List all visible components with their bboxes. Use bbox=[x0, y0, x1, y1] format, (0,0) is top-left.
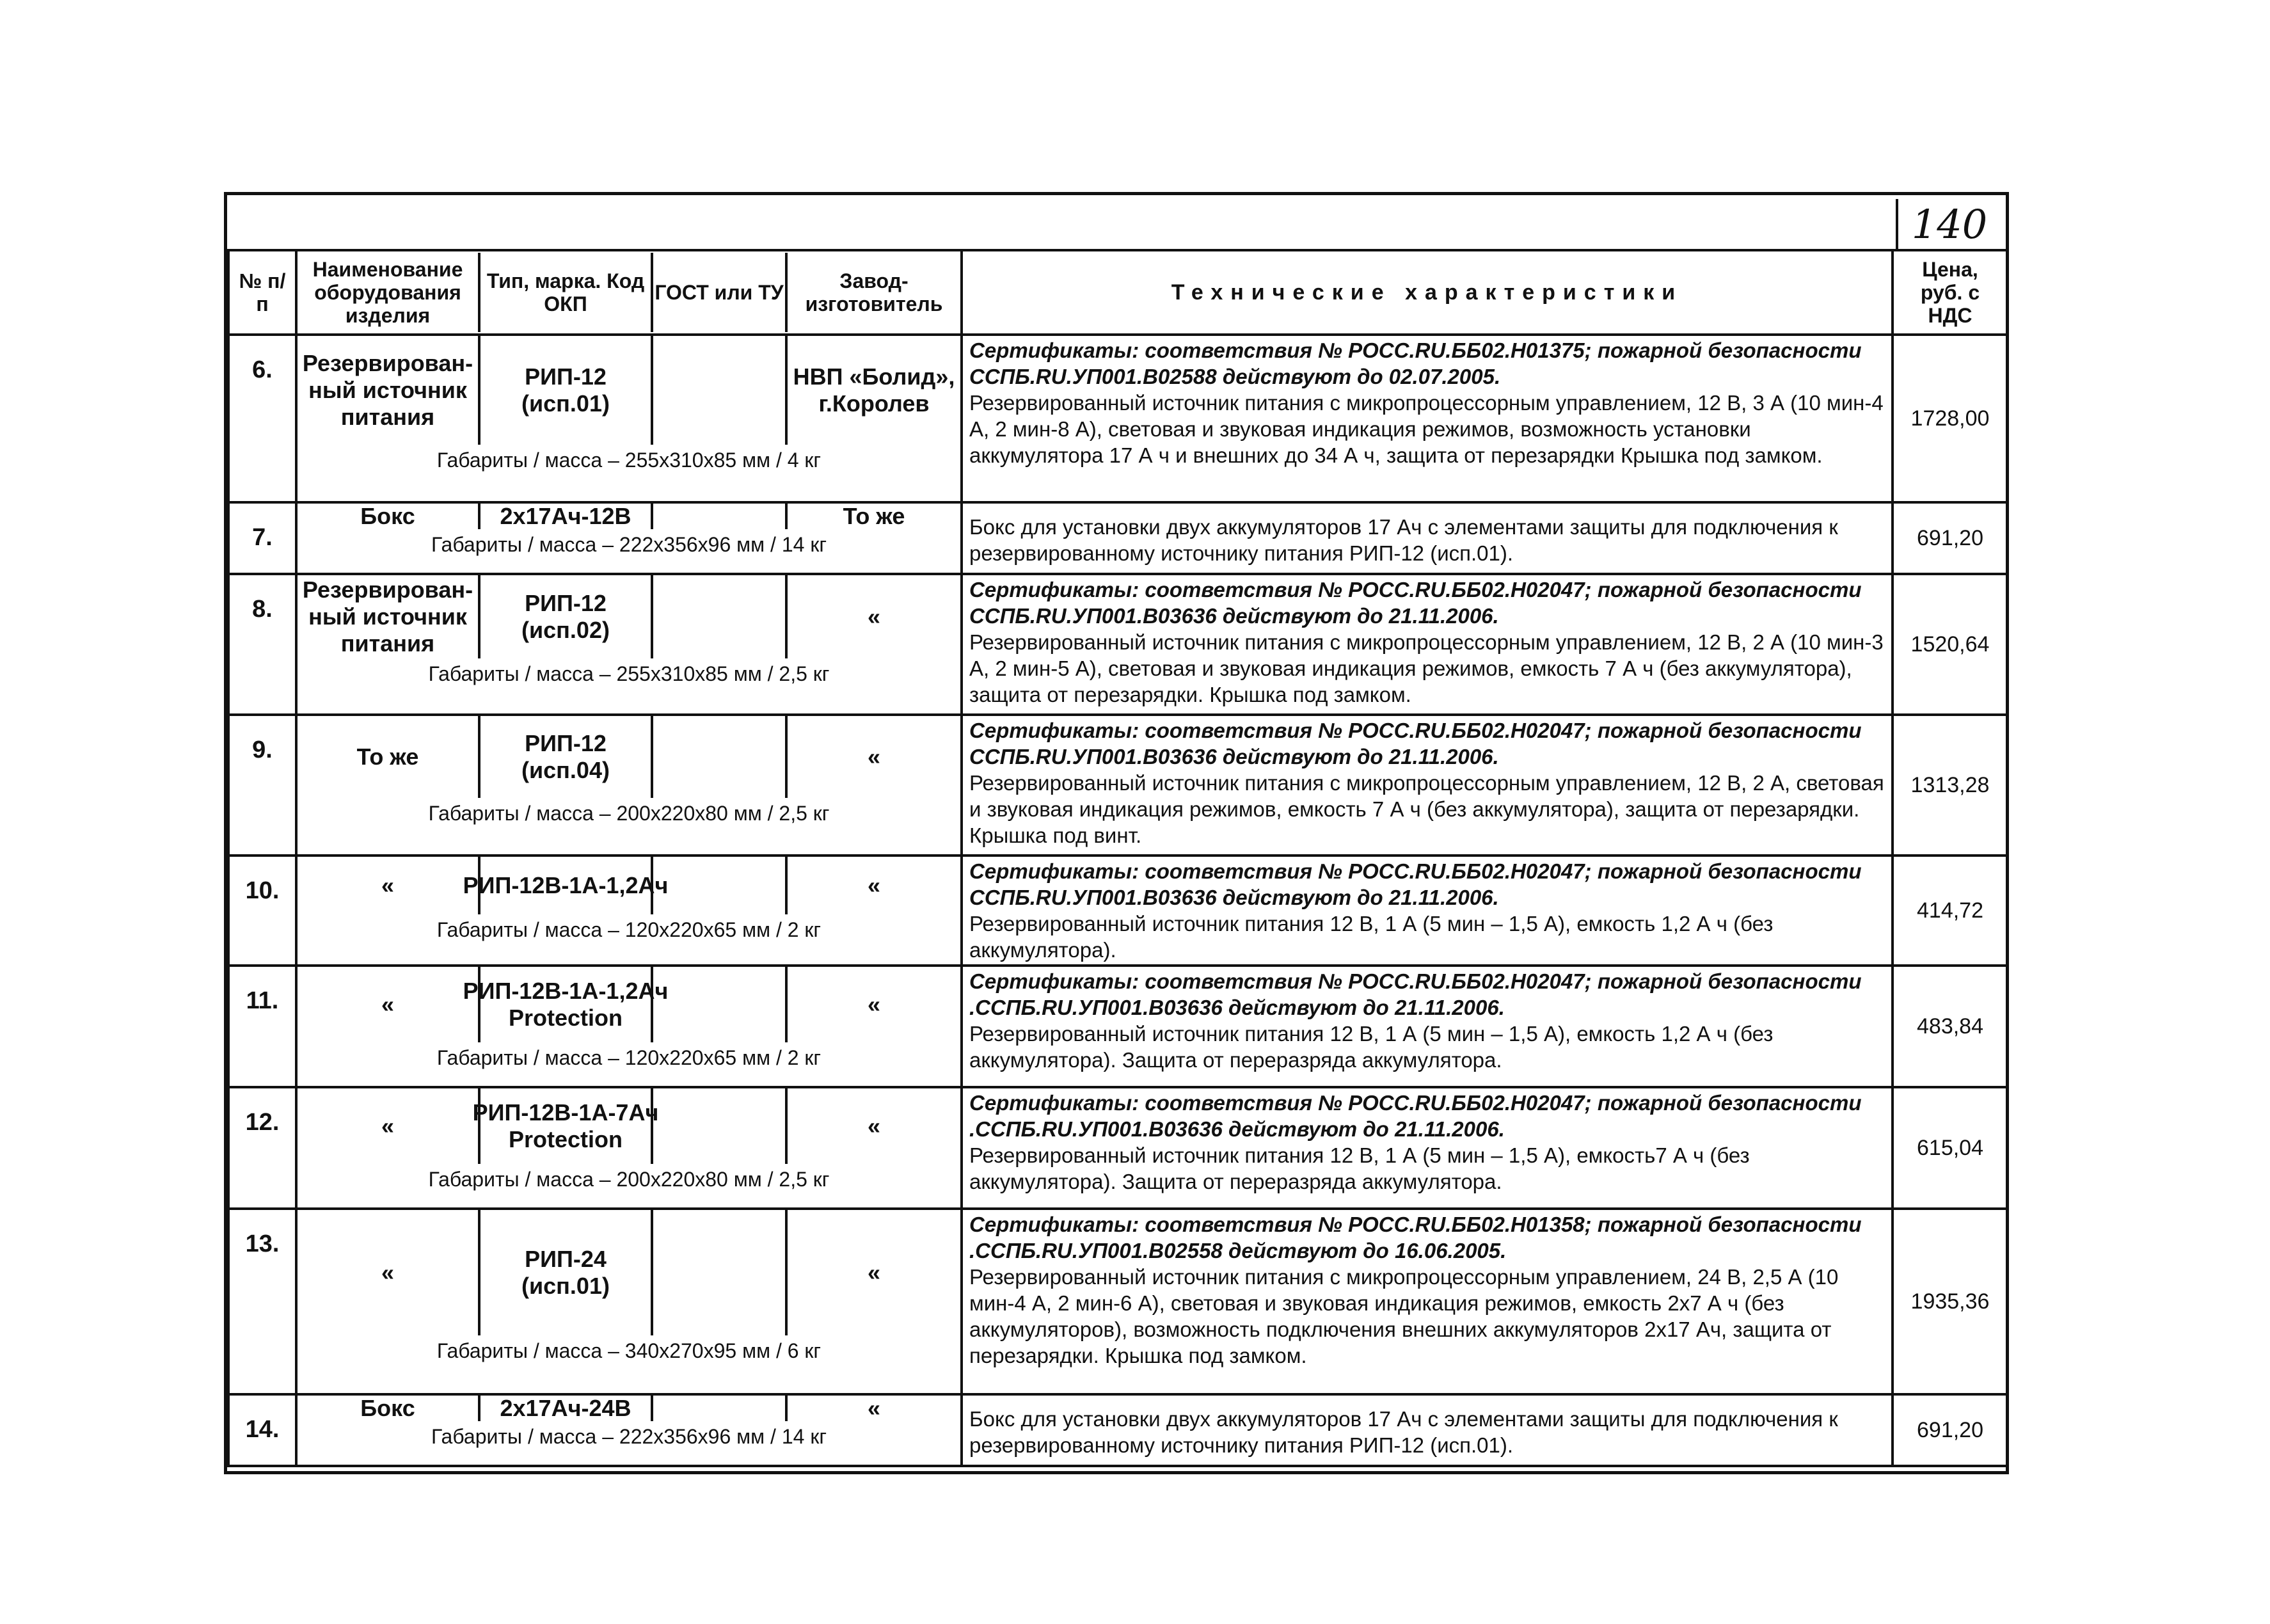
item-maker: « bbox=[867, 603, 881, 630]
item-maker: « bbox=[867, 1395, 881, 1421]
description-text: Резервированный источник питания с микропроцессорным управлением, 12 В, 3 А (10 мин-4 А, 2 мин-8 А), световая и звуковая индикация режимов, возможность установки аккумулятора 17 А ч и внешних до 34 А ч, защита от перезарядки Крышка под замком. bbox=[969, 391, 1884, 467]
item-dimensions: Габариты / масса – 120x220x65 мм / 2 кг bbox=[436, 918, 821, 941]
item-cell bbox=[296, 966, 962, 1087]
item-type: РИП-12В-1А-1,2Ач Protection bbox=[478, 967, 653, 1042]
price: 1313,28 bbox=[1893, 715, 2008, 856]
header-row bbox=[228, 250, 2008, 335]
header-num: № п/п bbox=[228, 250, 296, 335]
tech-characteristics bbox=[962, 1209, 1893, 1394]
price: 1728,00 bbox=[1893, 335, 2008, 502]
certificate-text: Сертификаты: соответствия № РОСС.RU.ББ02.Н02047; пожарной безопасности .ССПБ.RU.УП001.В03636 действуют до 21.11.2006. bbox=[969, 969, 1862, 1019]
table-row bbox=[228, 574, 2008, 715]
item-type: РИП-12 (исп.04) bbox=[478, 716, 653, 798]
item-type: РИП-12 (исп.01) bbox=[478, 336, 653, 445]
certificate-text: Сертификаты: соответствия № РОСС.RU.ББ02.Н02047; пожарной безопасности ССПБ.RU.УП001.В03636 действуют до 21.11.2006. bbox=[969, 719, 1862, 768]
certificate-text: Сертификаты: соответствия № РОСС.RU.ББ02.Н01375; пожарной безопасности ССПБ.RU.УП001.В02588 действуют до 02.07.2005. bbox=[969, 338, 1862, 388]
item-type: РИП-12В-1А-1,2Ач bbox=[478, 857, 653, 914]
table-row bbox=[228, 1087, 2008, 1209]
row-number: 10. bbox=[228, 856, 296, 966]
item-maker: НВП «Болид», г.Королев bbox=[793, 363, 955, 417]
item-maker: « bbox=[867, 1259, 881, 1286]
item-cell bbox=[296, 574, 962, 715]
item-gost bbox=[653, 336, 788, 445]
price: 483,84 bbox=[1893, 966, 2008, 1087]
header-name: Наименование оборудования изделия bbox=[312, 258, 463, 327]
item-maker: « bbox=[867, 744, 881, 770]
tech-characteristics bbox=[962, 335, 1893, 502]
item-type: 2x17Ач-24В bbox=[478, 1396, 653, 1421]
item-name: То же bbox=[356, 744, 419, 770]
price: 691,20 bbox=[1893, 502, 2008, 574]
tech-characteristics bbox=[962, 1087, 1893, 1209]
equipment-table bbox=[227, 249, 2009, 1467]
document-sheet bbox=[224, 192, 2009, 1474]
row-number: 6. bbox=[228, 335, 296, 502]
description-text: Резервированный источник питания с микропроцессорным управлением, 24 В, 2,5 А (10 мин-4 А, 2 мин-6 А), световая и звуковая индикация режимов, емкость 2x7 А ч (без аккумуляторов), возможность подключения внешних аккумуляторов 2x17 Ач, защита от перезарядки. Крышка под замком. bbox=[969, 1265, 1839, 1367]
item-name: Резервирован-ный источник питания bbox=[302, 350, 473, 430]
item-type: РИП-12 (исп.02) bbox=[478, 575, 653, 658]
price: 1935,36 bbox=[1893, 1209, 2008, 1394]
item-maker: « bbox=[867, 991, 881, 1017]
item-dimensions: Габариты / масса – 222x356x96 мм / 14 кг bbox=[431, 533, 827, 556]
table-row bbox=[228, 502, 2008, 574]
item-type: РИП-24 (исп.01) bbox=[478, 1210, 653, 1335]
item-cell bbox=[296, 335, 962, 502]
description-text: Бокс для установки двух аккумуляторов 17 Ач с элементами защиты для подключения к резервированному источнику питания РИП-12 (исп.01). bbox=[969, 515, 1838, 565]
page-number: 140 bbox=[1896, 199, 2001, 251]
row-number: 13. bbox=[228, 1209, 296, 1394]
item-cell bbox=[296, 715, 962, 856]
item-name: « bbox=[381, 872, 395, 898]
item-dimensions: Габариты / масса – 255x310x85 мм / 2,5 кг bbox=[428, 662, 830, 685]
item-gost bbox=[653, 1088, 788, 1164]
certificate-text: Сертификаты: соответствия № РОСС.RU.ББ02.Н02047; пожарной безопасности ССПБ.RU.УП001.В03636 действуют до 21.11.2006. bbox=[969, 578, 1862, 628]
row-number: 11. bbox=[228, 966, 296, 1087]
certificate-text: Сертификаты: соответствия № РОСС.RU.ББ02.Н02047; пожарной безопасности ССПБ.RU.УП001.В03636 действуют до 21.11.2006. bbox=[969, 859, 1862, 909]
tech-characteristics bbox=[962, 856, 1893, 966]
item-name: Бокс bbox=[360, 503, 415, 529]
description-text: Резервированный источник питания с микропроцессорным управлением, 12 В, 2 А, световая и звуковая индикация режимов, емкость 7 А ч (без аккумулятора), защита от перезарядки. Крышка под винт. bbox=[969, 771, 1884, 847]
price: 691,20 bbox=[1893, 1394, 2008, 1466]
certificate-text: Сертификаты: соответствия № РОСС.RU.ББ02.Н01358; пожарной безопасности .ССПБ.RU.УП001.В02558 действуют до 16.06.2005. bbox=[969, 1213, 1862, 1262]
tech-characteristics bbox=[962, 715, 1893, 856]
item-dimensions: Габариты / масса – 120x220x65 мм / 2 кг bbox=[436, 1046, 821, 1069]
description-text: Резервированный источник питания с микропроцессорным управлением, 12 В, 2 А (10 мин-3 А, 2 мин-5 А), световая и звуковая индикация режимов, емкость 7 А ч (без аккумулятора), защита от перезарядки. Крышка под замком. bbox=[969, 630, 1884, 706]
header-item-group bbox=[296, 250, 962, 335]
row-number: 9. bbox=[228, 715, 296, 856]
item-gost bbox=[653, 1210, 788, 1335]
item-name: « bbox=[381, 1259, 395, 1286]
item-dimensions: Габариты / масса – 200x220x80 мм / 2,5 кг bbox=[428, 1168, 830, 1191]
table-row bbox=[228, 715, 2008, 856]
price: 1520,64 bbox=[1893, 574, 2008, 715]
row-number: 7. bbox=[228, 502, 296, 574]
item-cell bbox=[296, 502, 962, 574]
description-text: Резервированный источник питания 12 В, 1 А (5 мин – 1,5 А), емкость 1,2 А ч (без аккумулятора). bbox=[969, 912, 1774, 962]
item-maker: « bbox=[867, 872, 881, 898]
header-gost: ГОСТ или ТУ bbox=[653, 253, 788, 332]
header-tech: Технические характеристики bbox=[962, 250, 1893, 335]
item-gost bbox=[653, 1396, 788, 1421]
item-type: РИП-12В-1А-7Ач Protection bbox=[478, 1088, 653, 1164]
table-row bbox=[228, 966, 2008, 1087]
row-number: 14. bbox=[228, 1394, 296, 1466]
tech-characteristics bbox=[962, 1394, 1893, 1466]
item-dimensions: Габариты / масса – 255x310x85 мм / 4 кг bbox=[436, 449, 821, 472]
item-gost bbox=[653, 716, 788, 798]
header-maker: Завод-изготовитель bbox=[805, 269, 943, 315]
table-row bbox=[228, 1394, 2008, 1466]
header-type: Тип, марка. Код ОКП bbox=[478, 253, 653, 332]
item-type: 2x17Ач-12В bbox=[478, 504, 653, 529]
tech-characteristics bbox=[962, 574, 1893, 715]
item-cell bbox=[296, 1394, 962, 1466]
tech-characteristics bbox=[962, 966, 1893, 1087]
item-maker: То же bbox=[843, 503, 905, 529]
description-text: Резервированный источник питания 12 В, 1 А (5 мин – 1,5 А), емкость7 А ч (без аккумулятора). Защита от переразряда аккумулятора. bbox=[969, 1143, 1750, 1193]
item-cell bbox=[296, 856, 962, 966]
table-row bbox=[228, 1209, 2008, 1394]
item-name: Бокс bbox=[360, 1395, 415, 1421]
item-cell bbox=[296, 1209, 962, 1394]
price: 615,04 bbox=[1893, 1087, 2008, 1209]
row-number: 8. bbox=[228, 574, 296, 715]
table-row bbox=[228, 335, 2008, 502]
item-cell bbox=[296, 1087, 962, 1209]
item-name: « bbox=[381, 1113, 395, 1139]
item-gost bbox=[653, 967, 788, 1042]
description-text: Резервированный источник питания 12 В, 1 А (5 мин – 1,5 А), емкость 1,2 А ч (без аккумулятора). Защита от переразряда аккумулятора. bbox=[969, 1022, 1774, 1072]
tech-characteristics bbox=[962, 502, 1893, 574]
description-text: Бокс для установки двух аккумуляторов 17 Ач с элементами защиты для подключения к резервированному источнику питания РИП-12 (исп.01). bbox=[969, 1407, 1838, 1457]
row-number: 12. bbox=[228, 1087, 296, 1209]
item-gost bbox=[653, 575, 788, 658]
item-name: « bbox=[381, 991, 395, 1017]
table-row bbox=[228, 856, 2008, 966]
item-dimensions: Габариты / масса – 222x356x96 мм / 14 кг bbox=[431, 1425, 827, 1448]
item-gost bbox=[653, 504, 788, 529]
item-gost bbox=[653, 857, 788, 914]
item-dimensions: Габариты / масса – 340x270x95 мм / 6 кг bbox=[436, 1339, 821, 1362]
price: 414,72 bbox=[1893, 856, 2008, 966]
item-maker: « bbox=[867, 1113, 881, 1139]
header-price: Цена, руб. с НДС bbox=[1893, 250, 2008, 335]
item-dimensions: Габариты / масса – 200x220x80 мм / 2,5 кг bbox=[428, 802, 830, 825]
item-name: Резервирован-ный источник питания bbox=[302, 577, 473, 657]
certificate-text: Сертификаты: соответствия № РОСС.RU.ББ02.Н02047; пожарной безопасности .ССПБ.RU.УП001.В03636 действуют до 21.11.2006. bbox=[969, 1091, 1862, 1141]
